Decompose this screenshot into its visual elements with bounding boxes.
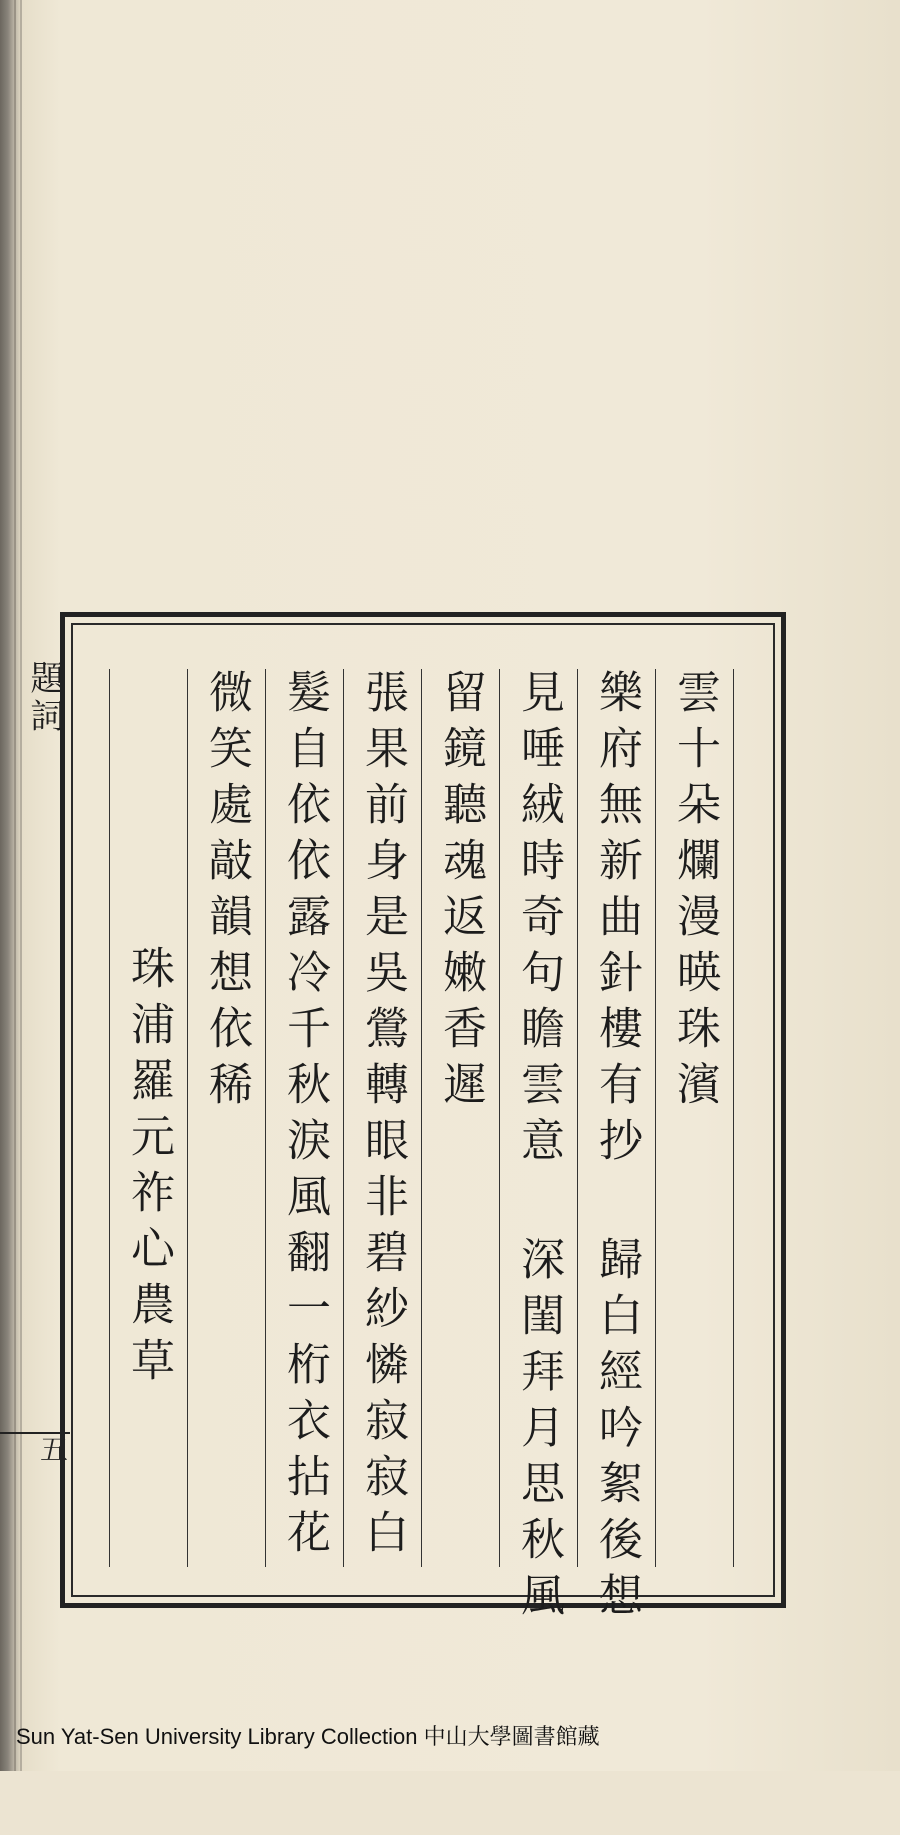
poem-column bbox=[421, 669, 499, 1559]
poem-column bbox=[655, 669, 733, 1559]
poem-column-text: 樂府無新曲針樓有抄 歸白經吟絮後想 bbox=[591, 669, 642, 1628]
poem-column bbox=[265, 669, 343, 1565]
spine-edge-inner bbox=[20, 0, 22, 1771]
poem-column bbox=[577, 669, 655, 1628]
signature-text: 珠浦羅元祚心農草 bbox=[123, 945, 174, 1393]
library-watermark: Sun Yat-Sen University Library Collection 中山大學圖書館藏 bbox=[16, 1724, 600, 1749]
poem-column-text: 雲十朵爛漫暎珠濱 bbox=[669, 669, 720, 1117]
leaf-number: 五 bbox=[40, 1433, 69, 1466]
poem-column bbox=[499, 669, 577, 1628]
poem-column-text: 張果前身是吳鶯轉眼非碧紗憐寂寂白 bbox=[357, 669, 408, 1565]
poem-column-text: 見唾絨時奇句瞻雲意 深閨拜月思秋風 bbox=[513, 669, 564, 1628]
poem-column bbox=[343, 669, 421, 1565]
column-rule bbox=[733, 669, 734, 1567]
text-frame bbox=[60, 612, 786, 1628]
spine-edge bbox=[14, 0, 16, 1771]
poem-column-text: 留鏡聽魂返嫩香遲 bbox=[435, 669, 486, 1117]
side-title: 題詞 bbox=[24, 660, 64, 736]
poem-column bbox=[187, 669, 265, 1559]
poem-column-text: 髮自依依露冷千秋淚風翻一桁衣拈花 bbox=[279, 669, 330, 1565]
signature-column bbox=[109, 945, 187, 1835]
poem-column-text: 微笑處敲韻想依稀 bbox=[201, 669, 252, 1117]
text-frame-inner bbox=[71, 623, 775, 1628]
